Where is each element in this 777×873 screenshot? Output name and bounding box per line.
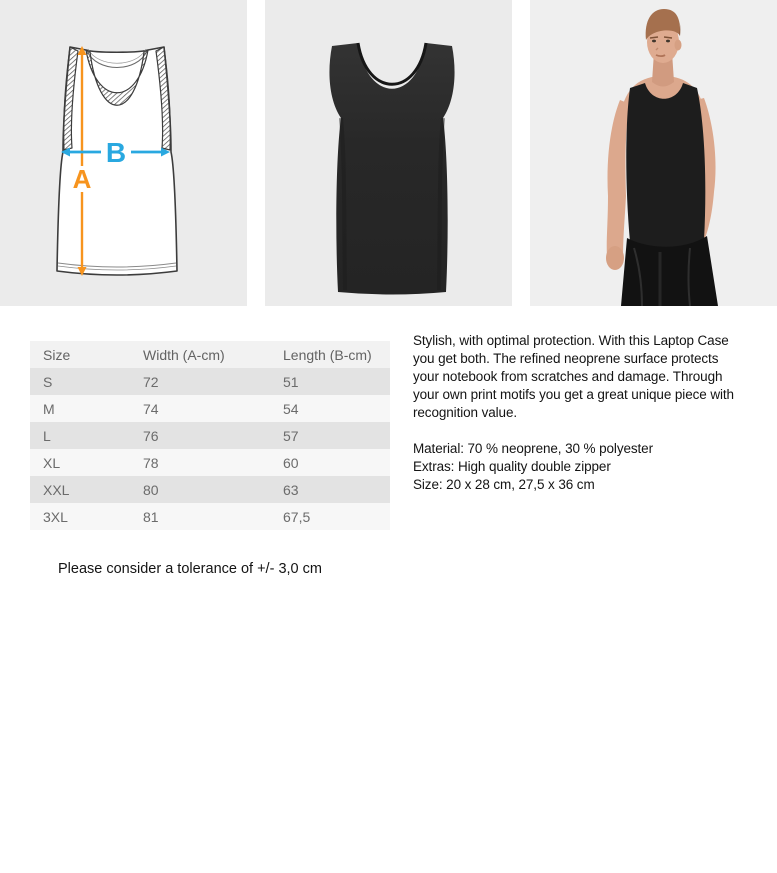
size-cell: 3XL: [43, 508, 68, 525]
table-row-3xl: [30, 503, 390, 530]
table-row-xxl: [30, 476, 390, 503]
model-photo-image[interactable]: [530, 0, 777, 306]
length-cell: 57: [283, 427, 299, 444]
model-wearing-tank-top: [530, 0, 777, 306]
length-cell: 54: [283, 400, 299, 417]
length-cell: 63: [283, 481, 299, 498]
length-cell: 67,5: [283, 508, 311, 525]
size-table-header-row: [30, 341, 390, 368]
product-image-gallery: [0, 0, 777, 306]
spec-extras: Extras: High quality double zipper: [413, 459, 611, 474]
width-cell: 72: [143, 373, 159, 390]
width-cell: 74: [143, 400, 159, 417]
width-cell: 76: [143, 427, 159, 444]
width-cell: 81: [143, 508, 159, 525]
description-paragraph: Stylish, with optimal protection. With this Laptop Case you get both. The refined neoprene surface protects your notebook from scratches and damage. Through your own print motifs you get a great unique piece with recognition value.: [413, 333, 734, 420]
product-photo-image[interactable]: [265, 0, 512, 306]
size-cell: S: [43, 373, 53, 390]
spec-size: Size: 20 x 28 cm, 27,5 x 36 cm: [413, 477, 595, 492]
size-cell: M: [43, 400, 55, 417]
size-table: [30, 341, 390, 530]
tolerance-note: Please consider a tolerance of +/- 3,0 cm: [58, 561, 322, 577]
header-width: Width (A-cm): [143, 346, 225, 363]
width-cell: 78: [143, 454, 159, 471]
size-cell: XL: [43, 454, 61, 471]
header-length: Length (B-cm): [283, 346, 372, 363]
table-row-s: [30, 368, 390, 395]
product-description: [413, 332, 735, 494]
table-row-l: [30, 422, 390, 449]
measure-label-a: A: [72, 164, 92, 194]
size-cell: XXL: [43, 481, 70, 498]
black-tank-top-product: [265, 0, 512, 306]
measurement-diagram-image[interactable]: [0, 0, 247, 306]
header-size: Size: [43, 346, 71, 363]
tank-top-measurement-drawing: [0, 0, 247, 306]
measure-label-b: B: [105, 137, 127, 168]
length-cell: 51: [283, 373, 299, 390]
width-cell: 80: [143, 481, 159, 498]
table-row-m: [30, 395, 390, 422]
length-cell: 60: [283, 454, 299, 471]
size-cell: L: [43, 427, 51, 444]
table-row-xl: [30, 449, 390, 476]
spec-material: Material: 70 % neoprene, 30 % polyester: [413, 441, 653, 456]
